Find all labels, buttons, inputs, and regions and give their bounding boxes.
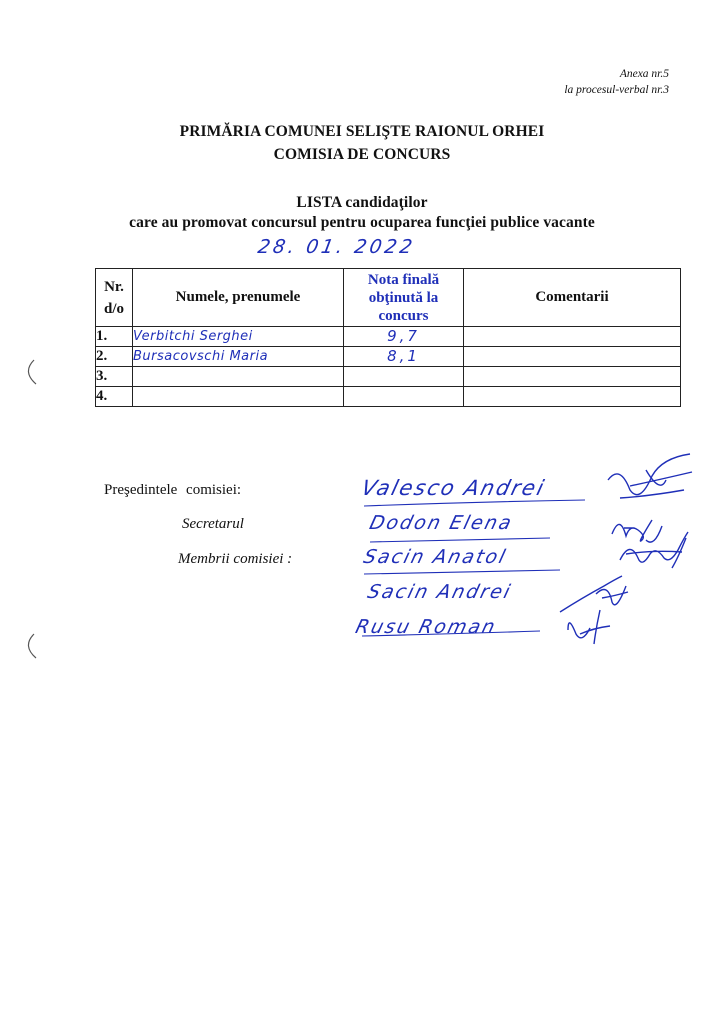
table-row — [96, 327, 681, 347]
candidate-grade-text: 9,7 — [387, 327, 420, 345]
secretary-label: Secretarul — [182, 516, 244, 532]
candidate-name-text: Bursacovschi Maria — [133, 349, 269, 364]
secretary-name: Dodon Elena — [367, 512, 516, 534]
president-signature-scribble — [600, 450, 700, 510]
member-name: Sacin Andrei — [365, 581, 515, 603]
punch-hole-mark-bottom — [20, 632, 40, 662]
candidate-comment — [464, 347, 681, 367]
header-nr: Nr. d/o — [96, 269, 133, 327]
row-number: 2. — [96, 347, 133, 367]
annex-number: Anexa nr.5 — [619, 68, 669, 80]
table-row — [96, 367, 681, 387]
candidate-grade — [344, 367, 464, 387]
row-number: 4. — [96, 387, 133, 407]
candidate-name — [133, 367, 344, 387]
president-label: Preşedintele comisiei: — [104, 482, 242, 498]
punch-hole-mark-top — [20, 358, 40, 388]
list-subtitle: care au promovat concursul pentru ocuparea funcţiei publice vacante — [129, 214, 595, 231]
list-title: LISTA candidaţilor — [296, 194, 428, 211]
member-name: Rusu Roman — [353, 616, 499, 638]
candidate-grade — [344, 387, 464, 407]
header-name: Numele, prenumele — [133, 269, 344, 327]
institution-title: PRIMĂRIA COMUNEI SELIŞTE RAIONUL ORHEI — [179, 123, 545, 140]
table-row — [96, 387, 681, 407]
table-header-row — [96, 269, 681, 327]
candidates-table — [95, 268, 681, 407]
row-number: 1. — [96, 327, 133, 347]
candidate-grade — [344, 347, 464, 367]
commission-title: COMISIA DE CONCURS — [273, 146, 451, 163]
header-grade: Nota finală obţinută la concurs — [344, 269, 464, 327]
member-name: Sacin Anatol — [361, 546, 510, 568]
president-name: Valesco Andrei — [359, 476, 549, 500]
candidate-grade-text: 8,1 — [387, 347, 420, 365]
candidate-grade — [344, 327, 464, 347]
members-label: Membrii comisiei : — [178, 551, 293, 567]
candidate-name — [133, 327, 344, 347]
header-comments: Comentarii — [464, 269, 681, 327]
candidate-comment — [464, 327, 681, 347]
candidate-comment — [464, 367, 681, 387]
annex-protocol-ref: la procesul-verbal nr.3 — [564, 84, 669, 96]
member-signature-scribble — [612, 528, 692, 578]
handwritten-date: 28. 01. 2022 — [256, 236, 417, 258]
member-signature-scribble — [560, 604, 620, 650]
row-number: 3. — [96, 367, 133, 387]
candidate-name — [133, 387, 344, 407]
candidate-name-text: Verbitchi Serghei — [133, 329, 253, 344]
candidate-comment — [464, 387, 681, 407]
annex-reference — [564, 66, 669, 98]
table-row — [96, 347, 681, 367]
candidate-name — [133, 347, 344, 367]
